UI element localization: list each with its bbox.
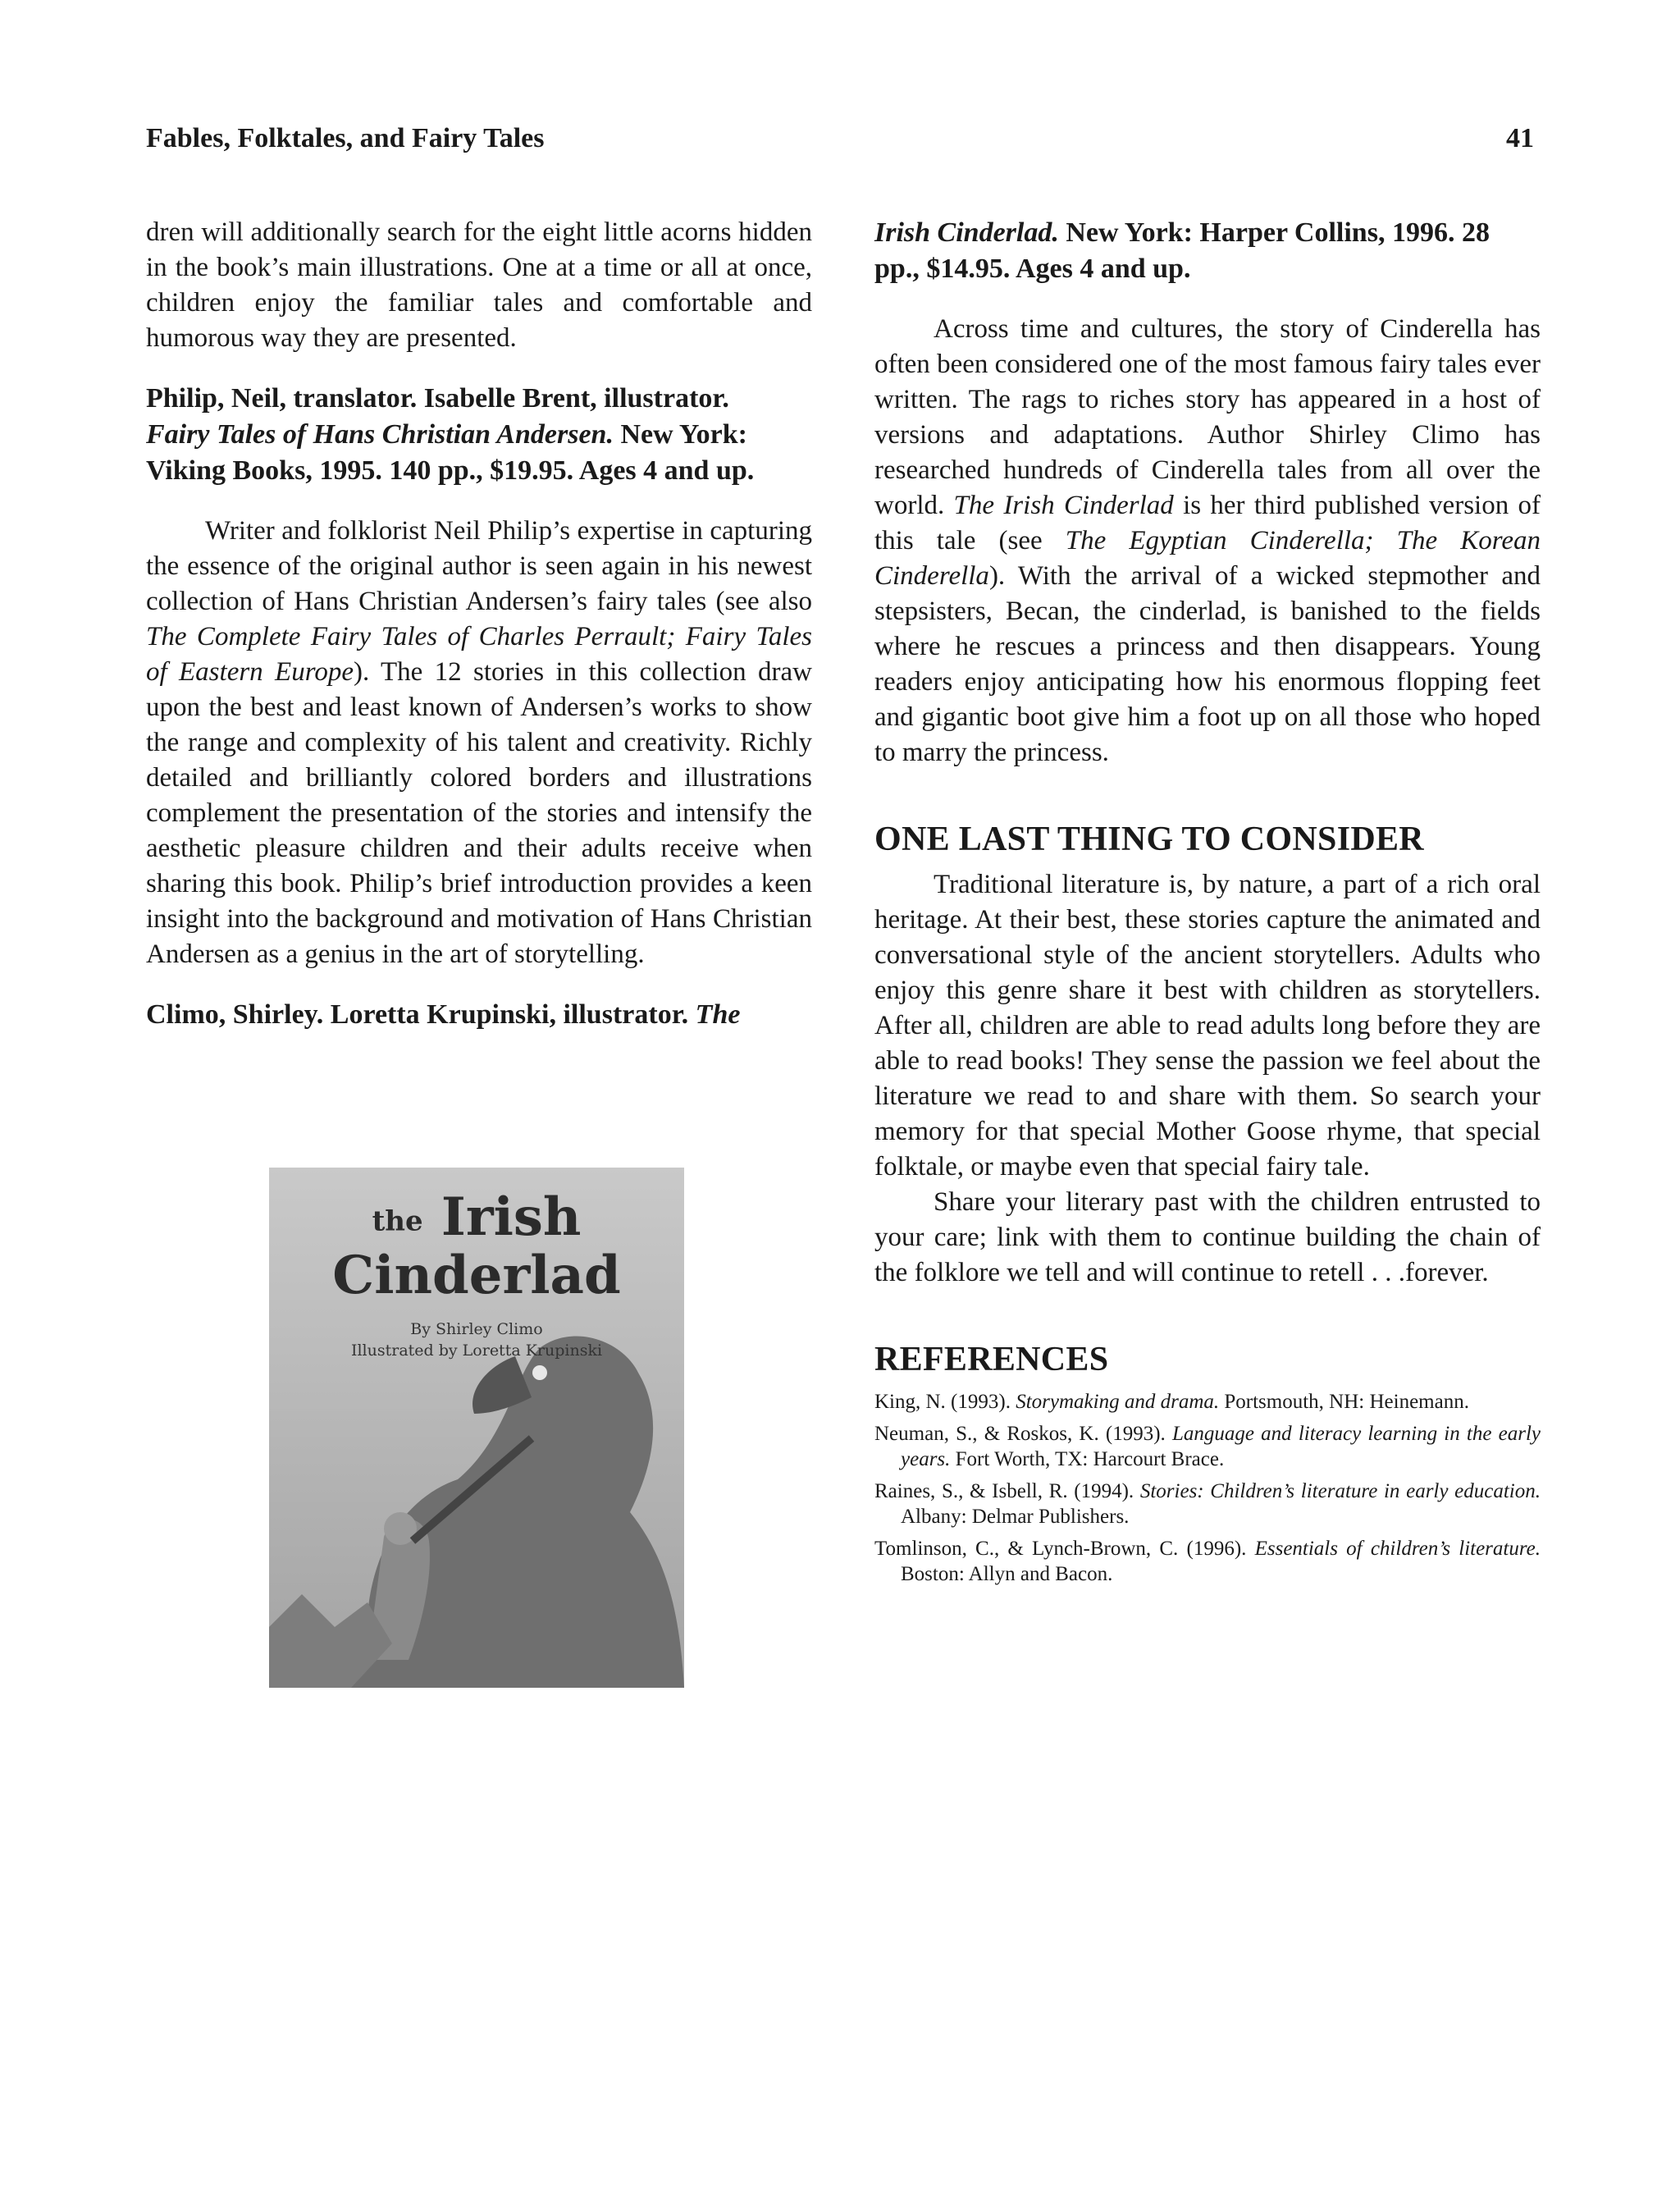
body-paragraph: dren will additionally search for the eight little acorns hidden in the book’s main illustrations. One at a time or all at once, children enjoy the familiar tales and comfortable and humorous way they are presented. bbox=[146, 217, 812, 353]
entry-title: Irish Cinderlad. bbox=[874, 217, 1059, 248]
cited-titles: The Complete Fairy Tales of Charles Perrault; Fairy Tales of Eastern Europe bbox=[146, 622, 812, 687]
book-entry-climo-cont: Irish Cinderlad. New York: Harper Collins, 1996. 28 pp., $14.95. Ages 4 and up. bbox=[874, 217, 1490, 284]
running-head: Fables, Folktales, and Fairy Tales bbox=[146, 123, 545, 153]
book-entry-philip bbox=[146, 381, 812, 489]
reference-item: King, N. (1993). Storymaking and drama. Portsmouth, NH: Heinemann. bbox=[874, 1391, 1469, 1413]
cover-credits: By Shirley Climo Illustrated by Loretta Krupinski bbox=[350, 1320, 603, 1360]
entry-credit: Philip, Neil, translator. Isabelle Brent, illustrator. bbox=[146, 383, 729, 414]
reference-item: Neuman, S., & Roskos, K. (1993). Language and literacy learning in the early years. Fort Worth, TX: Harcourt Brace. bbox=[874, 1423, 1541, 1470]
entry-title: The bbox=[695, 999, 741, 1030]
review-paragraph-philip: Writer and folklorist Neil Philip’s expertise in capturing the essence of the original author is seen again in his newest collection of Hans Christian Andersen’s fairy tales (see also The Complete Fairy Tales of Charles Perrault; Fairy Tales of Eastern Europe). The 12 stories in this collection draw upon the best and least known of Andersen’s works to show the range and complexity of his talent and creativity. Richly detailed and brilliantly colored borders and illustrations complement the presentation of the stories and intensify the aesthetic pleasure children and their adults receive when sharing this book. Philip’s brief introduction provides a keen insight into the background and motivation of Hans Christian Andersen as a genius in the art of storytelling. bbox=[146, 516, 812, 969]
entry-title: Fairy Tales of Hans Christian Andersen. bbox=[146, 419, 614, 450]
reference-item: Tomlinson, C., & Lynch-Brown, C. (1996). Essentials of children’s literature. Boston: Allyn and Bacon. bbox=[874, 1538, 1541, 1585]
section-heading-consider: ONE LAST THING TO CONSIDER bbox=[874, 820, 1424, 858]
book-cover-image bbox=[269, 1168, 684, 1688]
left-column bbox=[146, 215, 812, 1033]
body-paragraph: Traditional literature is, by nature, a part of a rich oral heritage. At their best, these stories capture the animated and conversational style of the ancient storytellers. Adults who enjoy this genre share it best with children as storytellers. After all, children are able to read adults long before they are able to read books! They sense the passion we feel about the literature we read to and share with them. So search your memory for that special Mother Goose rhyme, that special folktale, or maybe even that special fairy tale. bbox=[874, 870, 1541, 1182]
reference-item: Raines, S., & Isbell, R. (1994). Stories: Children’s literature in early education. Albany: Delmar Publishers. bbox=[874, 1480, 1541, 1528]
page-header bbox=[146, 123, 1534, 172]
entry-publisher-cont: Viking Books, 1995. 140 pp., $19.95. Ages 4 and up. bbox=[146, 455, 755, 486]
body-paragraph: Share your literary past with the children entrusted to your care; link with them to continue building the chain of the folklore we tell and will continue to retell . . .forever. bbox=[874, 1187, 1541, 1287]
review-paragraph-climo: Across time and cultures, the story of Cinderella has often been considered one of the most famous fairy tales ever written. The rags to riches story has appeared in a host of versions and adaptations. Author Shirley Climo has researched hundreds of Cinderella tales from all over the world. The Irish Cinderlad is her third published version of this tale (see The Egyptian Cinderella; The Korean Cinderella). With the arrival of a wicked stepmother and stepsisters, Becan, the cinderlad, is banished to the fields where he rescues a princess and then disappears. Young readers enjoy anticipating how his enormous flopping feet and gigantic boot give him a foot up on all those who hoped to marry the princess. bbox=[874, 314, 1541, 767]
cover-title: the Irish Cinderlad bbox=[332, 1186, 621, 1306]
book-entry-climo: Climo, Shirley. Loretta Krupinski, illustrator. The bbox=[146, 999, 741, 1030]
entry-publisher: New York: bbox=[613, 419, 747, 450]
reference-list bbox=[874, 1389, 1541, 1587]
page-number: 41 bbox=[1506, 123, 1534, 153]
section-heading-references: REFERENCES bbox=[874, 1341, 1109, 1378]
right-column bbox=[874, 215, 1541, 1593]
